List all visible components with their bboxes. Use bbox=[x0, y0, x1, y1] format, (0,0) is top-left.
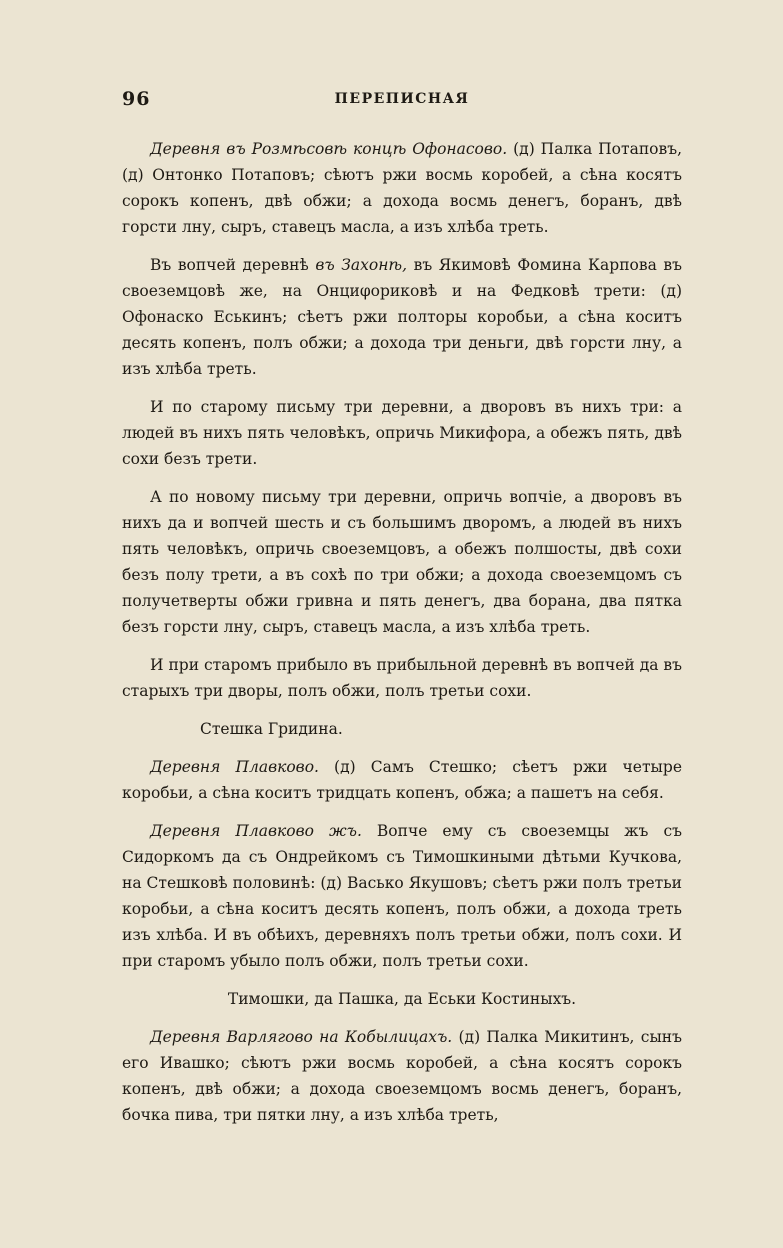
paragraph-text: Вопче ему съ своеземцы жъ съ Сидоркомъ да съ Ондрейкомъ съ Тимошкиными дѣтьми Кучкова, на Стешковѣ половинѣ: (д) Васько Якушовъ; сѣетъ ржи полъ третьи коробьи, а сѣна коситъ десять копенъ, полъ обжи, а дохода треть изъ хлѣба. И въ обѣихъ, деревняхъ полъ третьи обжи, полъ сохи. И при старомъ убыло полъ обжи, полъ третьи сохи. bbox=[122, 822, 682, 970]
section-heading: Тимошки, да Пашка, да Еськи Костиныхъ. bbox=[227, 990, 577, 1008]
paragraph bbox=[122, 252, 682, 382]
running-title: ПЕРЕПИСНАЯ bbox=[334, 91, 470, 107]
page-header bbox=[122, 88, 682, 118]
paragraph-text: (д) Самъ Стешко; сѣетъ ржи четыре коробьи, а сѣна коситъ тридцать копенъ, обжа; а пашетъ на себя. bbox=[122, 758, 682, 802]
paragraph-lead: Деревня въ Розмѣсовѣ концѣ Офонасово. bbox=[150, 140, 508, 158]
paragraph bbox=[122, 652, 682, 704]
paragraph bbox=[122, 394, 682, 472]
paragraph-lead: Деревня Варлягово на Кобылицахъ. bbox=[150, 1028, 453, 1046]
paragraph-text: И при старомъ прибыло въ прибыльной деревнѣ въ вопчей да въ старыхъ три дворы, полъ обжи, полъ третьи сохи. bbox=[122, 656, 682, 700]
paragraph-pre: Въ вопчей деревнѣ bbox=[150, 256, 316, 274]
section-heading: Стешка Гридина. bbox=[200, 720, 343, 738]
paragraph-text: И по старому письму три деревни, а дворовъ въ нихъ три: а людей въ нихъ пять человѣкъ, опричь Микифора, а обежъ пять, двѣ сохи безъ трети. bbox=[122, 398, 682, 468]
paragraph bbox=[122, 1024, 682, 1128]
page-number: 96 bbox=[122, 88, 151, 110]
paragraph-lead: Деревня Плавково жъ. bbox=[150, 822, 362, 840]
paragraph bbox=[122, 818, 682, 974]
paragraph bbox=[122, 136, 682, 240]
paragraph-text: въ Якимовѣ Фомина Карпова въ своеземцовѣ же, на Онциφориковѣ и на Федковѣ трети: (д) Офонаско Еськинъ; сѣетъ ржи полторы коробьи, а сѣна коситъ десять копенъ, полъ обжи; а дохода три деньги, двѣ горсти лну, а изъ хлѣба треть. bbox=[122, 256, 682, 378]
paragraph-lead: въ Захонѣ, bbox=[315, 256, 408, 274]
paragraph bbox=[122, 484, 682, 640]
paragraph-text: (д) Палка Микитинъ, сынъ его Ивашко; сѣютъ ржи восмь коробей, а сѣна косятъ сорокъ копенъ, двѣ обжи; а дохода своеземцомъ восмь денегъ, боранъ, бочка пива, три пятки лну, а изъ хлѣба треть, bbox=[122, 1028, 682, 1124]
paragraph-lead: Деревня Плавково. bbox=[150, 758, 319, 776]
paragraph-text: А по новому письму три деревни, опричь вопчіе, а дворовъ въ нихъ да и вопчей шесть и съ большимъ дворомъ, а людей въ нихъ пять человѣкъ, опричь своеземцовъ, а обежъ полшосты, двѣ сохи безъ полу трети, а въ сохѣ по три обжи; а дохода своеземцомъ съ получетверты обжи гривна и пять денегъ, два борана, два пятка безъ горсти лну, сыръ, ставецъ масла, а изъ хлѣба треть. bbox=[122, 488, 682, 636]
paragraph bbox=[122, 754, 682, 806]
paragraph-text: (д) Палка Потаповъ, (д) Онтонко Потаповъ; сѣютъ ржи восмь коробей, а сѣна косятъ сорокъ копенъ, двѣ обжи; а дохода восмь денегъ, боранъ, двѣ горсти лну, сыръ, ставецъ масла, а изъ хлѣба треть. bbox=[122, 140, 682, 236]
text-body bbox=[122, 136, 682, 1140]
